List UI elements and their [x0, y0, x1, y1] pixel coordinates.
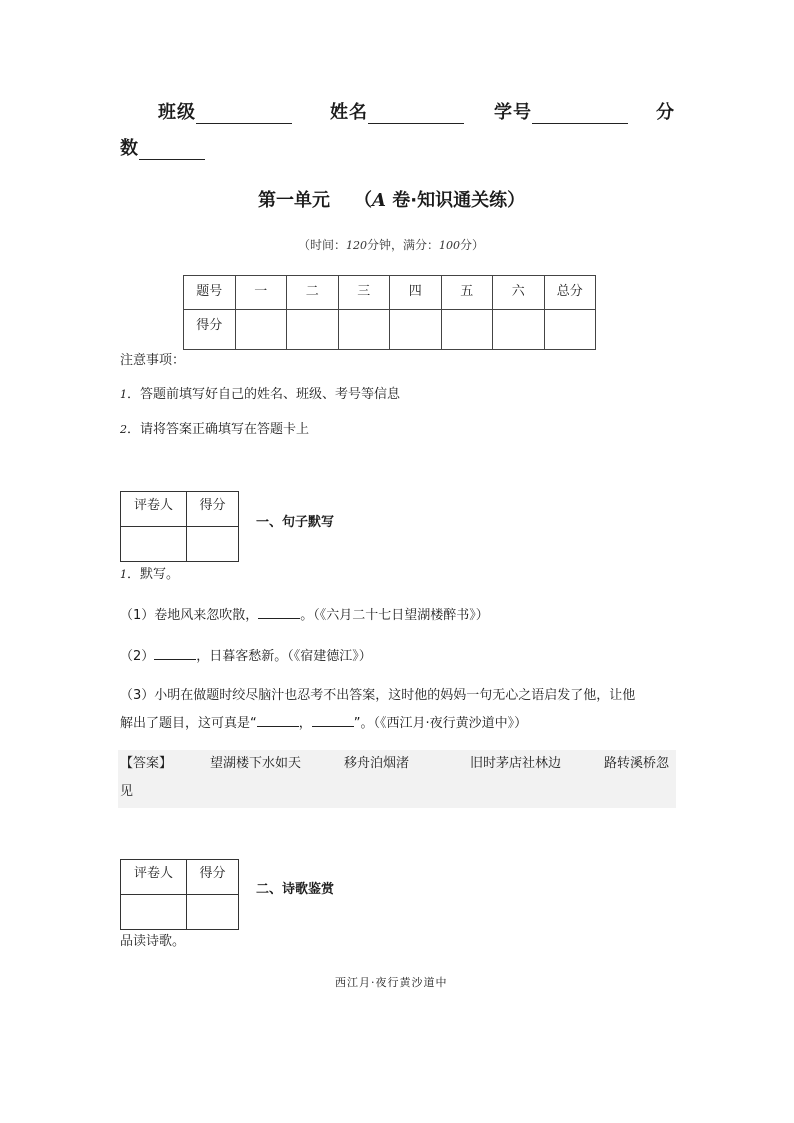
dictation-text: 。（《六月二十七日望湖楼醉书》）	[300, 608, 489, 623]
title-volume-rest: 卷·知识通关练）	[385, 190, 526, 211]
note-number: 2	[120, 423, 127, 436]
exam-info-prefix: （时间：	[298, 238, 347, 252]
question-number: 1	[120, 568, 127, 581]
answer-box	[118, 750, 676, 808]
score-blank[interactable]	[139, 141, 205, 160]
score-cell[interactable]	[544, 310, 596, 350]
answer-blank[interactable]	[154, 645, 196, 660]
score-cell[interactable]	[493, 310, 545, 350]
score-header-cell: 六	[493, 276, 545, 310]
note-number: 1	[120, 388, 127, 401]
title-main: 第一单元	[258, 190, 330, 211]
title-volume-letter: A	[372, 190, 386, 211]
title-paren: （	[354, 190, 372, 211]
score-header-cell: 四	[390, 276, 442, 310]
name-label: 姓名	[330, 102, 368, 123]
answer-item: 旧时茅店社林边	[470, 756, 562, 771]
class-label: 班级	[158, 102, 196, 123]
score-header-cell: 三	[338, 276, 390, 310]
dictation-text: （3）小明在做题时绞尽脑汁也忍考不出答案，这时他的妈妈一句无心之语启发了他，让他	[120, 688, 636, 703]
question-1	[120, 565, 179, 585]
dictation-line-3	[120, 686, 680, 706]
question-text: ．默写。	[127, 567, 180, 582]
grader-table-2	[120, 859, 239, 930]
answer-blank[interactable]	[312, 712, 354, 727]
score-cell[interactable]	[287, 310, 339, 350]
score-label-a: 分	[656, 102, 675, 123]
score-table-header-row	[184, 276, 596, 310]
notes-heading: 注意事项：	[120, 353, 186, 368]
answer-label: 【答案】	[120, 756, 173, 771]
note-text: ．请将答案正确填写在答题卡上	[127, 422, 310, 437]
grader-cell[interactable]	[121, 895, 187, 930]
score-cell[interactable]	[235, 310, 287, 350]
score-field	[120, 134, 205, 160]
section-2-title: 二、诗歌鉴赏	[256, 882, 335, 897]
score-header-cell: 五	[441, 276, 493, 310]
grader-table-1	[120, 491, 239, 562]
dictation-line-1	[120, 604, 489, 626]
dictation-text: （2）	[120, 649, 155, 664]
answer-blank[interactable]	[258, 604, 300, 619]
answer-item: 路转溪桥忽	[604, 756, 670, 771]
section-2-intro: 品读诗歌。	[120, 934, 186, 949]
score-header-cell: 题号	[184, 276, 236, 310]
score-header-cell: 一	[235, 276, 287, 310]
dictation-line-3b	[120, 712, 527, 734]
exam-time: 120	[346, 239, 368, 252]
score-row-label: 得分	[184, 310, 236, 350]
dictation-text: （1）卷地风来忽吹散，	[120, 608, 259, 623]
grader-score-label: 得分	[187, 492, 239, 527]
score-table	[183, 275, 596, 350]
answer-item: 望湖楼下水如天	[210, 756, 302, 771]
dictation-text: ”。（《西江月·夜行黄沙道中》）	[353, 716, 528, 731]
score-table-score-row	[184, 310, 596, 350]
class-blank[interactable]	[196, 105, 292, 124]
poem-title: 西江月·夜行黄沙道中	[335, 976, 448, 989]
section-1-title: 一、句子默写	[256, 515, 335, 530]
grader-score-cell[interactable]	[187, 895, 239, 930]
score-cell[interactable]	[441, 310, 493, 350]
exam-full-score: 100	[439, 239, 461, 252]
grader-label: 评卷人	[121, 860, 187, 895]
student-id-blank[interactable]	[532, 105, 628, 124]
grader-cell[interactable]	[121, 527, 187, 562]
note-item	[120, 385, 400, 405]
name-field	[330, 98, 464, 124]
dictation-text: ，日暮客愁新。（《宿建德江》）	[196, 649, 372, 664]
answer-blank[interactable]	[257, 712, 299, 727]
score-header-cell: 总分	[544, 276, 596, 310]
note-item	[120, 420, 309, 440]
score-header-cell: 二	[287, 276, 339, 310]
page-title	[258, 186, 525, 212]
answer-item-tail: 见	[120, 784, 134, 799]
exam-time-unit: 分钟，满分：	[367, 238, 440, 252]
score-cell[interactable]	[390, 310, 442, 350]
score-label-b: 数	[120, 138, 139, 159]
class-field	[158, 98, 292, 124]
grader-score-cell[interactable]	[187, 527, 239, 562]
dictation-line-2	[120, 645, 372, 667]
grader-label: 评卷人	[121, 492, 187, 527]
exam-info	[298, 236, 484, 253]
score-cell[interactable]	[338, 310, 390, 350]
note-text: ．答题前填写好自己的姓名、班级、考号等信息	[127, 387, 401, 402]
name-blank[interactable]	[368, 105, 464, 124]
grader-score-label: 得分	[187, 860, 239, 895]
student-id-label: 学号	[494, 102, 532, 123]
answer-item: 移舟泊烟渚	[344, 756, 410, 771]
student-id-field	[494, 98, 628, 124]
dictation-text: 解出了题目，这可真是“	[120, 716, 257, 731]
exam-info-suffix: 分）	[460, 238, 485, 252]
dictation-text: ，	[298, 716, 312, 731]
